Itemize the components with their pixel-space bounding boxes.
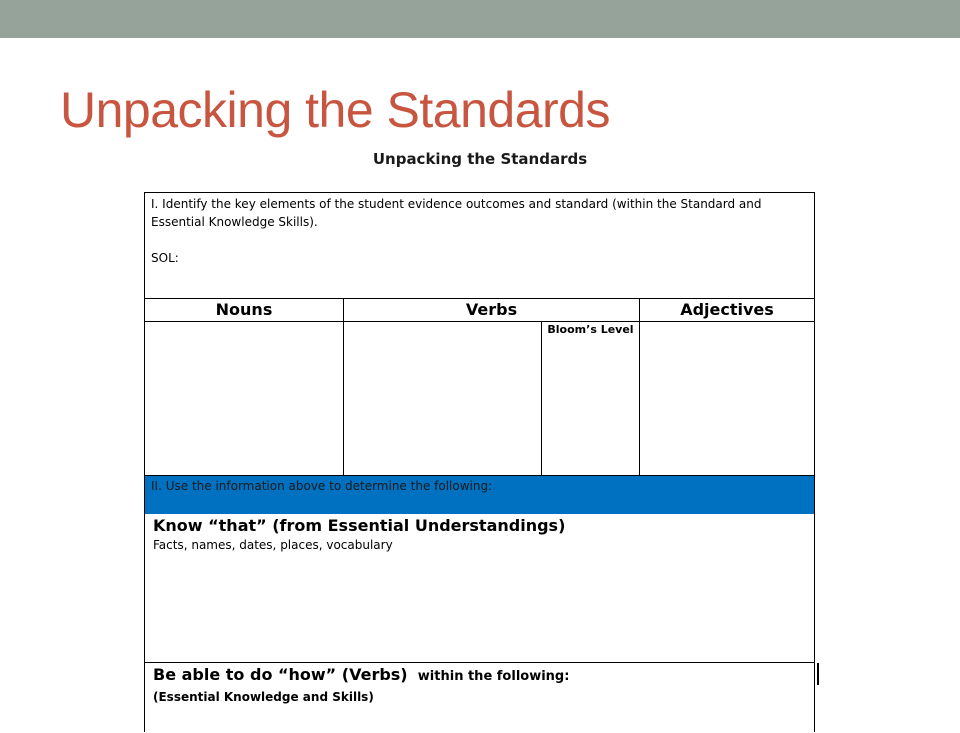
verbs-header: Verbs	[344, 299, 640, 322]
unpacking-form	[144, 192, 815, 732]
adjectives-header: Adjectives	[640, 299, 814, 322]
know-that-subtitle: Facts, names, dates, places, vocabulary	[153, 538, 393, 552]
nouns-header: Nouns	[145, 299, 344, 322]
section-one	[145, 193, 814, 299]
be-able-suffix: within the following:	[417, 669, 570, 684]
nouns-cell	[145, 322, 344, 476]
adjectives-cell	[640, 322, 814, 476]
be-able-section	[145, 663, 814, 733]
blooms-level-label: Bloom’s Level	[547, 323, 634, 336]
slide-title: Unpacking the Standards	[60, 82, 610, 138]
top-accent-bar	[0, 0, 960, 38]
be-able-title: Be able to do “how” (Verbs)	[153, 665, 408, 684]
section-two-band	[145, 476, 814, 514]
verbs-cell	[344, 322, 542, 476]
cursor-mark	[817, 663, 819, 685]
be-able-heading	[153, 664, 806, 688]
sol-label: SOL:	[151, 251, 179, 265]
blooms-level-cell	[542, 322, 640, 476]
be-able-subtitle: (Essential Knowledge and Skills)	[153, 690, 374, 704]
know-that-title: Know “that” (from Essential Understandings)	[153, 516, 566, 535]
document-title: Unpacking the Standards	[372, 150, 588, 168]
section-two-instruction: II. Use the information above to determine the following:	[151, 479, 493, 493]
section-one-instruction: I. Identify the key elements of the student evidence outcomes and standard (within the Standard and Essential Knowledge Skills).	[151, 197, 762, 229]
know-that-section	[145, 514, 814, 663]
